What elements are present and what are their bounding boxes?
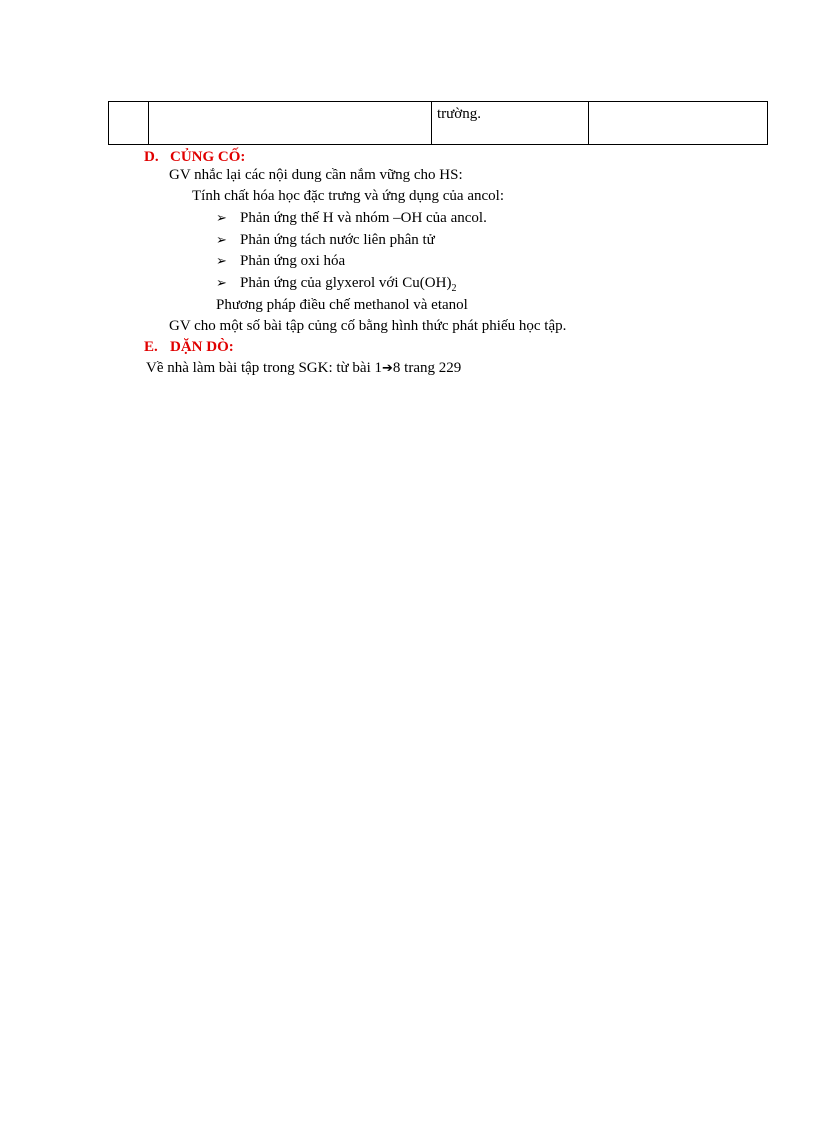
bullet-item bbox=[216, 209, 487, 227]
bullet-subscript: 2 bbox=[451, 283, 457, 294]
arrow-bullet-icon: ➢ bbox=[216, 232, 227, 247]
section-e-letter: E. bbox=[144, 339, 158, 355]
table-cell-2 bbox=[149, 102, 432, 144]
section-d-method: Phương pháp điều chế methanol và etanol bbox=[216, 297, 468, 313]
section-e-heading bbox=[144, 338, 234, 356]
bullet-item bbox=[216, 231, 435, 249]
bullet-text: Phản ứng thế H và nhóm –OH của ancol. bbox=[240, 210, 487, 226]
section-d-exercise: GV cho một số bài tập củng cố bằng hình thức phát phiếu học tập. bbox=[169, 318, 567, 334]
section-e-title: DẶN DÒ: bbox=[170, 339, 234, 355]
arrow-bullet-icon: ➢ bbox=[216, 275, 227, 290]
table-cell-1 bbox=[109, 102, 149, 144]
table-cell-4 bbox=[589, 102, 767, 144]
bullet-text: Phản ứng của glyxerol với Cu(OH) bbox=[240, 275, 452, 291]
right-arrow-icon: ➔ bbox=[382, 361, 393, 376]
homework-text-end: 8 trang 229 bbox=[392, 360, 462, 376]
bullet-item bbox=[216, 252, 345, 270]
bullet-text: Phản ứng tách nước liên phân tử bbox=[240, 232, 435, 248]
section-d-heading bbox=[144, 148, 245, 166]
lesson-table-row bbox=[108, 101, 768, 145]
arrow-bullet-icon: ➢ bbox=[216, 210, 227, 225]
arrow-bullet-icon: ➢ bbox=[216, 253, 227, 268]
section-d-subtitle: Tính chất hóa học đặc trưng và ứng dụng của ancol: bbox=[192, 188, 504, 204]
table-cell-3: trường. bbox=[432, 102, 589, 144]
section-d-title: CỦNG CỐ: bbox=[170, 149, 246, 165]
section-e-homework bbox=[146, 359, 461, 378]
homework-text-start: Về nhà làm bài tập trong SGK: từ bài 1 bbox=[146, 360, 383, 376]
section-d-letter: D. bbox=[144, 149, 159, 165]
bullet-text: Phản ứng oxi hóa bbox=[240, 253, 346, 269]
section-d-intro: GV nhắc lại các nội dung cần nắm vững cho HS: bbox=[169, 167, 463, 183]
bullet-item bbox=[216, 274, 456, 292]
